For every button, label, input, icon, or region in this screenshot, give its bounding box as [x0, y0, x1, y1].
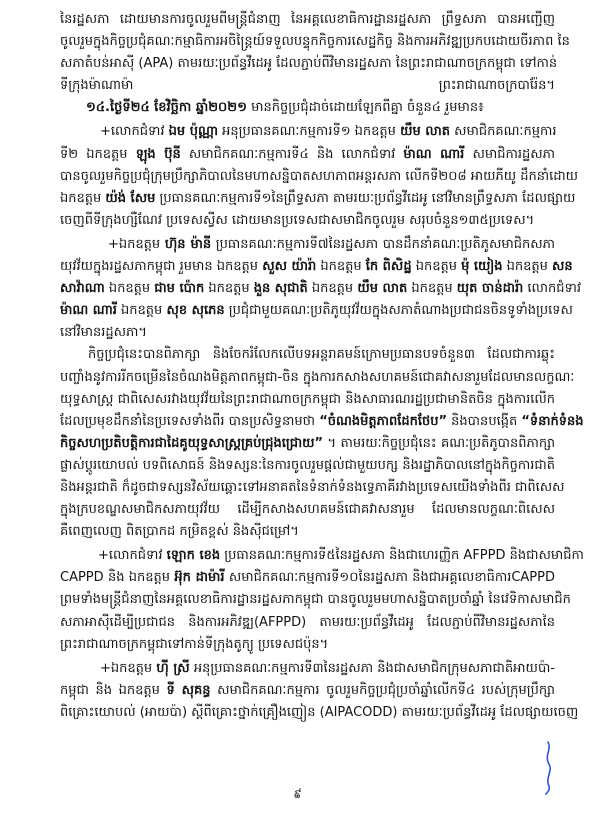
text-run: នៅវិមានរដ្ឋសភា។ [60, 325, 147, 341]
text-run: ចេញពីទីក្រុងហ្សឺណែវ ប្រទេសស្វីស ដោយមានប្រទេសជាសមាជិកចូលរួម សរុបចំនួន១៣៥ប្រទេស។ [60, 212, 535, 228]
text-line [60, 121, 555, 143]
text-run: កម្ពុជា និង ឯកឧត្តម [60, 682, 167, 698]
text-run: ក្នុងក្របខណ្ឌសមាជិកសភាយុវវ័យ ដើម្បីកសាងសហគមន៍ជោគវាសនារួម ដែលមានលក្ខណៈពិសេស [60, 502, 555, 518]
text-run: ឯកឧត្តម [316, 259, 366, 275]
text-run: សមាជិកគណៈកម្មការ ចូលរួមកិច្ចប្រជុំប្រចាំឆ្នាំលើកទី៤ របស់ក្រុមប្រឹក្សា [210, 682, 555, 698]
text-run: បញ្ចាំងនូវការរីកចម្រើននៃចំណងមិត្តភាពកម្ពុជា-ចិន ក្នុងការកសាងសហគមន៍ជោគវាសនារួមដែលមានលក្ខណៈ [60, 369, 575, 385]
body-text [60, 9, 584, 724]
bold-text-run: ឯម ប៉ុណ្ណា [168, 124, 218, 140]
text-run: ឯកឧត្តម [502, 259, 553, 275]
text-line [60, 477, 565, 499]
text-run: និងបានបង្កើត [447, 413, 522, 429]
text-run: យុវវ័យក្នុងរដ្ឋសភាកម្ពុជា រួមមាន ឯកឧត្តម [60, 259, 263, 275]
bold-text-run: “ចំណងមិត្តភាពដែកថែប” [319, 413, 448, 429]
text-run: +ឯកឧត្តម [100, 660, 157, 676]
text-run: ព្រះរាជាណាចក្រកម្ពុជាទៅកាន់ទីក្រុងតូក្យូ ប្រទេសជប៉ុន។ [60, 636, 329, 652]
text-run: ទីក្រុងម៉ាណាម៉ា ព្រះរាជាណាចក្របារ៉ែន។ [60, 78, 555, 94]
bold-text-run: អ៊ុក ដាម៉ារី [174, 570, 225, 586]
bold-text-run: ម៉ាណ ណារី [60, 303, 117, 319]
text-run: ទី២ ឯកឧត្តម [60, 146, 136, 162]
paragraph-meeting-discussion [60, 344, 584, 543]
text-line [60, 680, 555, 702]
bold-text-run: ហ៊ុន ម៉ានី [164, 236, 212, 252]
text-line [60, 278, 581, 300]
text-line [60, 411, 584, 433]
text-run: លោកជំទាវ [523, 281, 581, 297]
bold-text-run: ១៤.ថ្ងៃទី២៤ ខែវិច្ឆិកា ឆ្នាំ២០២១ [86, 100, 247, 116]
text-run: សមាជិកគណៈកម្មការទី៤ និង លោកជំទាវ [180, 146, 404, 162]
page-number: ៩ [293, 787, 302, 801]
text-run: ឯកឧត្តម [411, 259, 462, 275]
text-run: ប្រធានគណៈកម្មការទី១នៃព្រឹទ្ធសភា តាមរយៈប្រព័ន្ធវីដេអូ នៅវិមានព្រឹទ្ធសភា ដែលផ្សាយ [155, 190, 576, 206]
text-run: +លោកជំទាវ [98, 548, 167, 564]
paragraph-afppd-meeting [60, 545, 584, 655]
text-run: ពិគ្រោះយោបល់ (អាយប៉ា) ស្តីពីគ្រោះថ្នាក់គ្រឿងញៀន (AIPACODD) តាមរយៈប្រព័ន្ធវីដេអូ ដែលផ្សាយចេញ [60, 704, 579, 720]
bold-text-run: កែ ពិសិដ្ឋ [365, 259, 412, 275]
text-run: ឯកឧត្តម [104, 281, 155, 297]
bold-text-run: យឹម លាត [400, 124, 450, 140]
text-line [60, 166, 579, 188]
paragraph-youth-delegation [60, 234, 581, 344]
bold-text-run: ហ៊ី ស្រី [156, 660, 190, 676]
text-line [60, 210, 555, 232]
text-line [60, 702, 579, 724]
text-line [60, 455, 555, 477]
paragraph-continuation [60, 9, 570, 97]
text-run: ឯកឧត្តម [204, 281, 254, 297]
text-run: ប្រធានគណៈកម្មការទី៥នៃរដ្ឋសភា និងជាហេរញ្ញិក AFPPD និងជាសមាជិកា [220, 548, 584, 564]
text-line [60, 256, 573, 278]
text-run: ឯកឧត្តម [116, 303, 167, 319]
text-run: +លោកជំទាវ [100, 124, 169, 140]
text-line [60, 234, 555, 256]
text-run: ឯកឧត្តម [60, 190, 106, 206]
text-run: ដែលប្រមុខដឹកនាំនៃប្រទេសទាំងពីរ បានប្រសិទ្ធនាមថា [60, 413, 320, 429]
text-line [60, 75, 555, 97]
text-line [60, 188, 576, 210]
text-line [60, 589, 571, 611]
bold-text-run: សាវ៉ាណា [60, 281, 105, 297]
text-run: ព្រមទាំងមន្ត្រីជំនាញនៃអគ្គលេខាធិការដ្ឋានរដ្ឋសភាកម្ពុជា បានចូលរួមមហាសន្និបាតប្រចាំឆ្នាំ នៃវេទិកាសមាជិក [60, 592, 571, 608]
text-run: និងអន្តរជាតិ ក៏ដូចជាទស្សនវិស័យឆ្ពោះទៅអនាគតនៃទំនាក់ទំនងទ្វេភាគីរវាងប្រទេសយើងទាំងពីរ ជាពិសេស [60, 479, 565, 495]
text-run: ប្រជុំជាមួយគណៈប្រតិភូយុវវ័យក្នុងសភាតំណាងប្រជាជនចិនទូទាំងប្រទេស [224, 303, 573, 319]
bold-text-run: យុត ចាន់ដារ៉ា [456, 281, 524, 297]
bold-text-run: ម៉ុ យៀង [461, 259, 503, 275]
bold-text-run: ឡោក ខេង [166, 548, 221, 564]
text-run: សមាជិកគណៈកម្មការទី១០នៃរដ្ឋសភា និងជាអគ្គលេខាធិការCAPPD [224, 570, 555, 586]
text-run: សភាតំបន់អាស៊ី (APA) តាមរយៈប្រព័ន្ធវីដេអូ ដែលភ្ជាប់ពីវិមានរដ្ឋសភា នៃព្រះរាជាណាចក្រកម្ពុជា ទៅកាន់ [60, 56, 558, 72]
text-run: CAPPD និង ឯកឧត្តម [60, 570, 175, 586]
text-line [60, 389, 555, 411]
text-line [60, 499, 555, 521]
paragraph-ipu-meeting [60, 121, 579, 231]
bold-text-run: “ទំនាក់ទំនង [521, 413, 584, 429]
text-line [60, 612, 555, 634]
paragraph-aipacodd-meeting [60, 658, 579, 724]
text-run: សភាអាស៊ីដើម្បីប្រជាជន និងការអភិវឌ្ឍ(AFPPD) តាមរយៈប្រព័ន្ធវីដេអូ ដែលភ្ជាប់ពីវិមានរដ្ឋសភានៃ [60, 614, 555, 630]
text-run: បានចូលរួមកិច្ចប្រជុំក្រុមប្រឹក្សាភិបាលនៃមហាសន្និបាតសហភាពអន្តរសភា លើកទី២០៨ អាយភីយូ ដឹកនាំដោយ [60, 168, 579, 184]
text-line [60, 97, 555, 119]
text-line [60, 53, 558, 75]
text-line [60, 31, 570, 53]
text-line [60, 322, 555, 344]
bold-text-run: ងួន សុជាតិ [253, 281, 308, 297]
text-run: ប្រធានគណៈកម្មការទី៧នៃរដ្ឋសភា បានដឹកនាំគណៈប្រតិភូសមាជិកសភា [211, 236, 555, 252]
text-line [60, 545, 584, 567]
text-line [60, 658, 555, 680]
text-line [60, 9, 555, 31]
text-line [60, 567, 555, 589]
text-run: ផ្លាស់ប្តូរយោបល់ បទពិសោធន៍ និងទស្សនៈនៃការចូលរួមផ្តល់ជាមួយបក្ស និងរដ្ឋាភិបាលនៅក្នុងកិច្ចការជាតិ [60, 457, 555, 473]
text-run: សមាជិកគណៈកម្មការ [449, 124, 557, 140]
text-line [60, 144, 555, 166]
text-run: គឺពេញលេញ ពិតប្រាកដ កម្រិតខ្ពស់ និងស៊ីជម្រៅ។ [60, 524, 299, 540]
text-run: អនុប្រធានគណៈកម្មការទី១ ឯកឧត្តម [217, 124, 401, 140]
bold-text-run: ទី សុគន្ធ [166, 682, 211, 698]
text-run: កិច្ចប្រជុំនេះបានពិភាក្សា និងចែករំលែកលើបទអន្តរាគមន៍ក្រោមប្រធានបទចំនួន៣ ដែលជាការឆ្លុះ [88, 347, 555, 363]
bold-text-run: សន [552, 259, 573, 275]
bold-text-run: យឹម លាត [357, 281, 408, 297]
text-run: ឯកឧត្តម [307, 281, 358, 297]
bold-text-run: កិច្ចសហប្រតិបត្តិការជាដៃគូយុទ្ធសាស្ត្រគ្រប់ជ្រុងជ្រោយ” [60, 435, 324, 451]
text-run: +ឯកឧត្តម [108, 236, 165, 252]
text-line [60, 344, 555, 366]
text-run: នៃរដ្ឋសភា ដោយមានការចូលរួមពីមន្ត្រីជំនាញ នៃអគ្គលេខាធិការដ្ឋានរដ្ឋសភា ព្រឹទ្ធសភា បានអញ្ជើញ [60, 12, 555, 27]
text-line [60, 634, 555, 656]
text-line [60, 367, 575, 389]
bold-text-run: សុខ សុភេន [166, 303, 225, 319]
bold-text-run: យ៉ង់ សែម [105, 190, 156, 206]
text-run: ឯកឧត្តម [407, 281, 457, 297]
text-line [60, 521, 555, 543]
text-run: យុទ្ធសាស្ត្រ ជាពិសេសរវាងយុវវ័យនៃព្រះរាជាណាចក្រកម្ពុជា និងសាធារណរដ្ឋប្រជាមានិតចិន ក្នុងការលើក [60, 391, 555, 407]
text-line [60, 433, 555, 455]
text-run: ។ តាមរយៈកិច្ចប្រជុំនេះ គណៈប្រតិភូបានពិភាក្សា [323, 435, 555, 451]
bold-text-run: ម៉ាណ ណារី [403, 146, 465, 162]
paragraph-item-14-heading [60, 97, 555, 119]
text-line [60, 300, 573, 322]
bold-text-run: ជាម ប៉ោក [154, 281, 205, 297]
bold-text-run: សួស យ៉ារ៉ា [262, 259, 317, 275]
text-run: មានកិច្ចប្រជុំដាច់ដោយឡែកពីគ្នា ចំនួន៤ រួមមាន៖ [246, 100, 484, 116]
text-run: សមាជិការដ្ឋសភា [464, 146, 555, 162]
text-run: ចូលរួមក្នុងកិច្ចប្រជុំគណៈកម្មាធិការអចិន្ត្រៃយ៍ទទួលបន្ទុកកិច្ចការសេដ្ឋកិច្ច និងការអភិវឌ្ឍប្រកបដោយចីរភាព នៃ [60, 34, 570, 50]
text-run: អនុប្រធានគណៈកម្មការទី៣នៃរដ្ឋសភា និងជាសមាជិកក្រុមសភាជាតិអាយប៉ា- [189, 660, 556, 676]
bold-text-run: ឡុង ប៊ុនី [135, 146, 181, 162]
